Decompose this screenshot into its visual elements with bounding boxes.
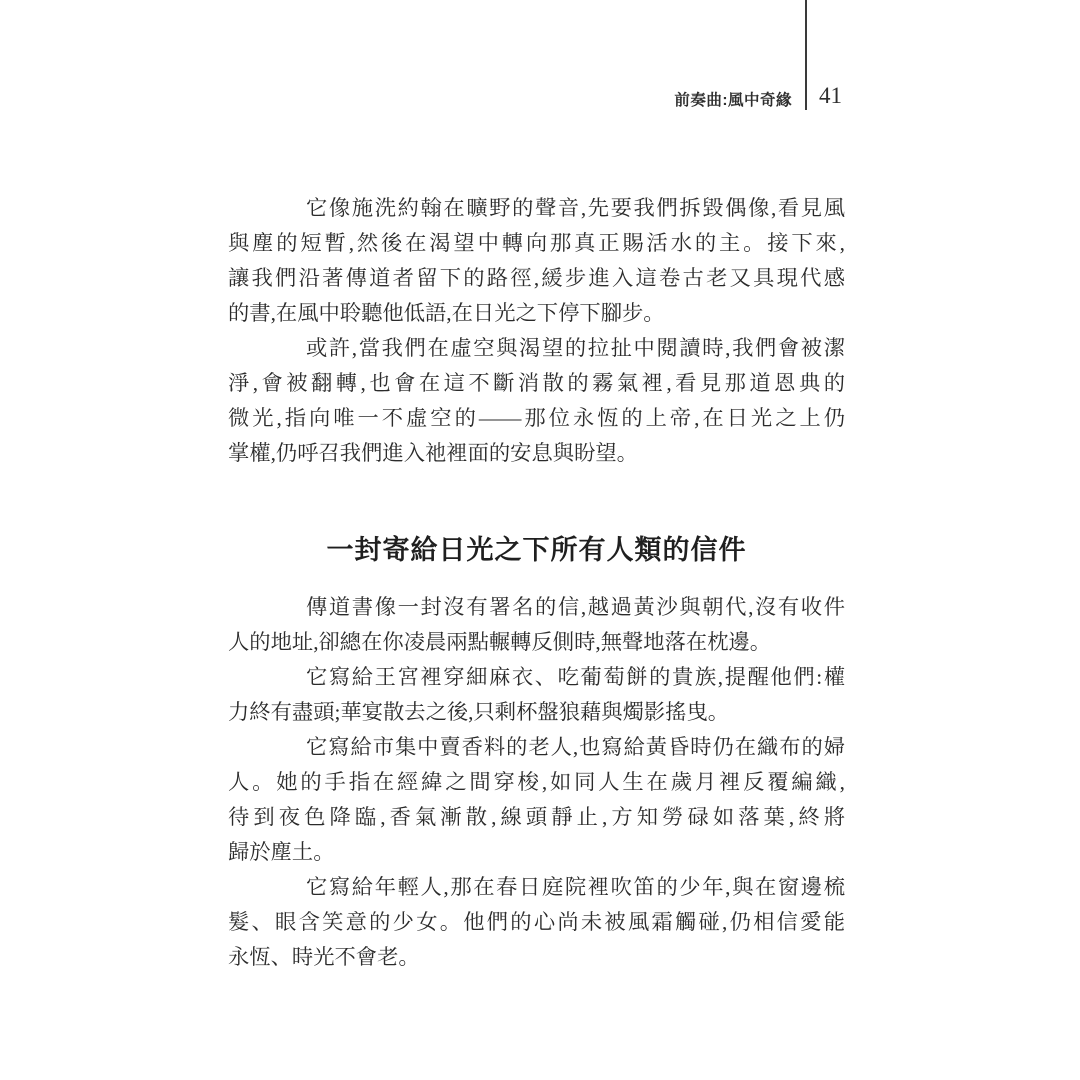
text-line: 與塵的短暫,然後在渴望中轉向那真正賜活水的主。接下來, <box>228 231 845 255</box>
text-line: 它像施洗約翰在曠野的聲音,先要我們拆毀偶像,看見風 <box>306 196 845 220</box>
text-line: 髮、眼含笑意的少女。他們的心尚未被風霜觸碰,仍相信愛能 <box>228 910 845 934</box>
header-divider-line <box>805 0 807 110</box>
text-line: 它寫給年輕人,那在春日庭院裡吹笛的少年,與在窗邊梳 <box>306 875 845 899</box>
text-line: 的書,在風中聆聽他低語,在日光之下停下腳步。 <box>228 301 665 325</box>
text-line: 它寫給王宮裡穿細麻衣、吃葡萄餅的貴族,提醒他們:權 <box>306 665 845 689</box>
body-section-1 <box>228 191 845 471</box>
text-line: 力終有盡頭;華宴散去之後,只剩杯盤狼藉與燭影搖曳。 <box>228 700 730 724</box>
text-line: 微光,指向唯一不虛空的——那位永恆的上帝,在日光之上仍 <box>228 406 845 430</box>
text-line: 人。她的手指在經緯之間穿梭,如同人生在歲月裡反覆編織, <box>228 770 845 794</box>
section-heading: 一封寄給日光之下所有人類的信件 <box>326 535 747 565</box>
text-line: 歸於塵土。 <box>228 840 335 864</box>
text-line: 淨,會被翻轉,也會在這不斷消散的霧氣裡,看見那道恩典的 <box>228 371 845 395</box>
body-section-2 <box>228 590 845 975</box>
text-line: 讓我們沿著傳道者留下的路徑,緩步進入這卷古老又具現代感 <box>228 266 845 290</box>
text-line: 或許,當我們在虛空與渴望的拉扯中閱讀時,我們會被潔 <box>306 336 845 360</box>
text-line: 待到夜色降臨,香氣漸散,線頭靜止,方知勞碌如落葉,終將 <box>228 805 845 829</box>
running-header-chapter-title: 前奏曲:風中奇緣 <box>674 92 792 109</box>
text-line: 它寫給市集中賣香料的老人,也寫給黃昏時仍在織布的婦 <box>306 735 845 759</box>
page-number: 41 <box>819 83 842 108</box>
text-line: 掌權,仍呼召我們進入祂裡面的安息與盼望。 <box>228 441 638 465</box>
text-line: 人的地址,卻總在你凌晨兩點輾轉反側時,無聲地落在枕邊。 <box>228 630 772 654</box>
text-line: 永恆、時光不會老。 <box>228 945 420 969</box>
text-line: 傳道書像一封沒有署名的信,越過黃沙與朝代,沒有收件 <box>306 595 845 619</box>
